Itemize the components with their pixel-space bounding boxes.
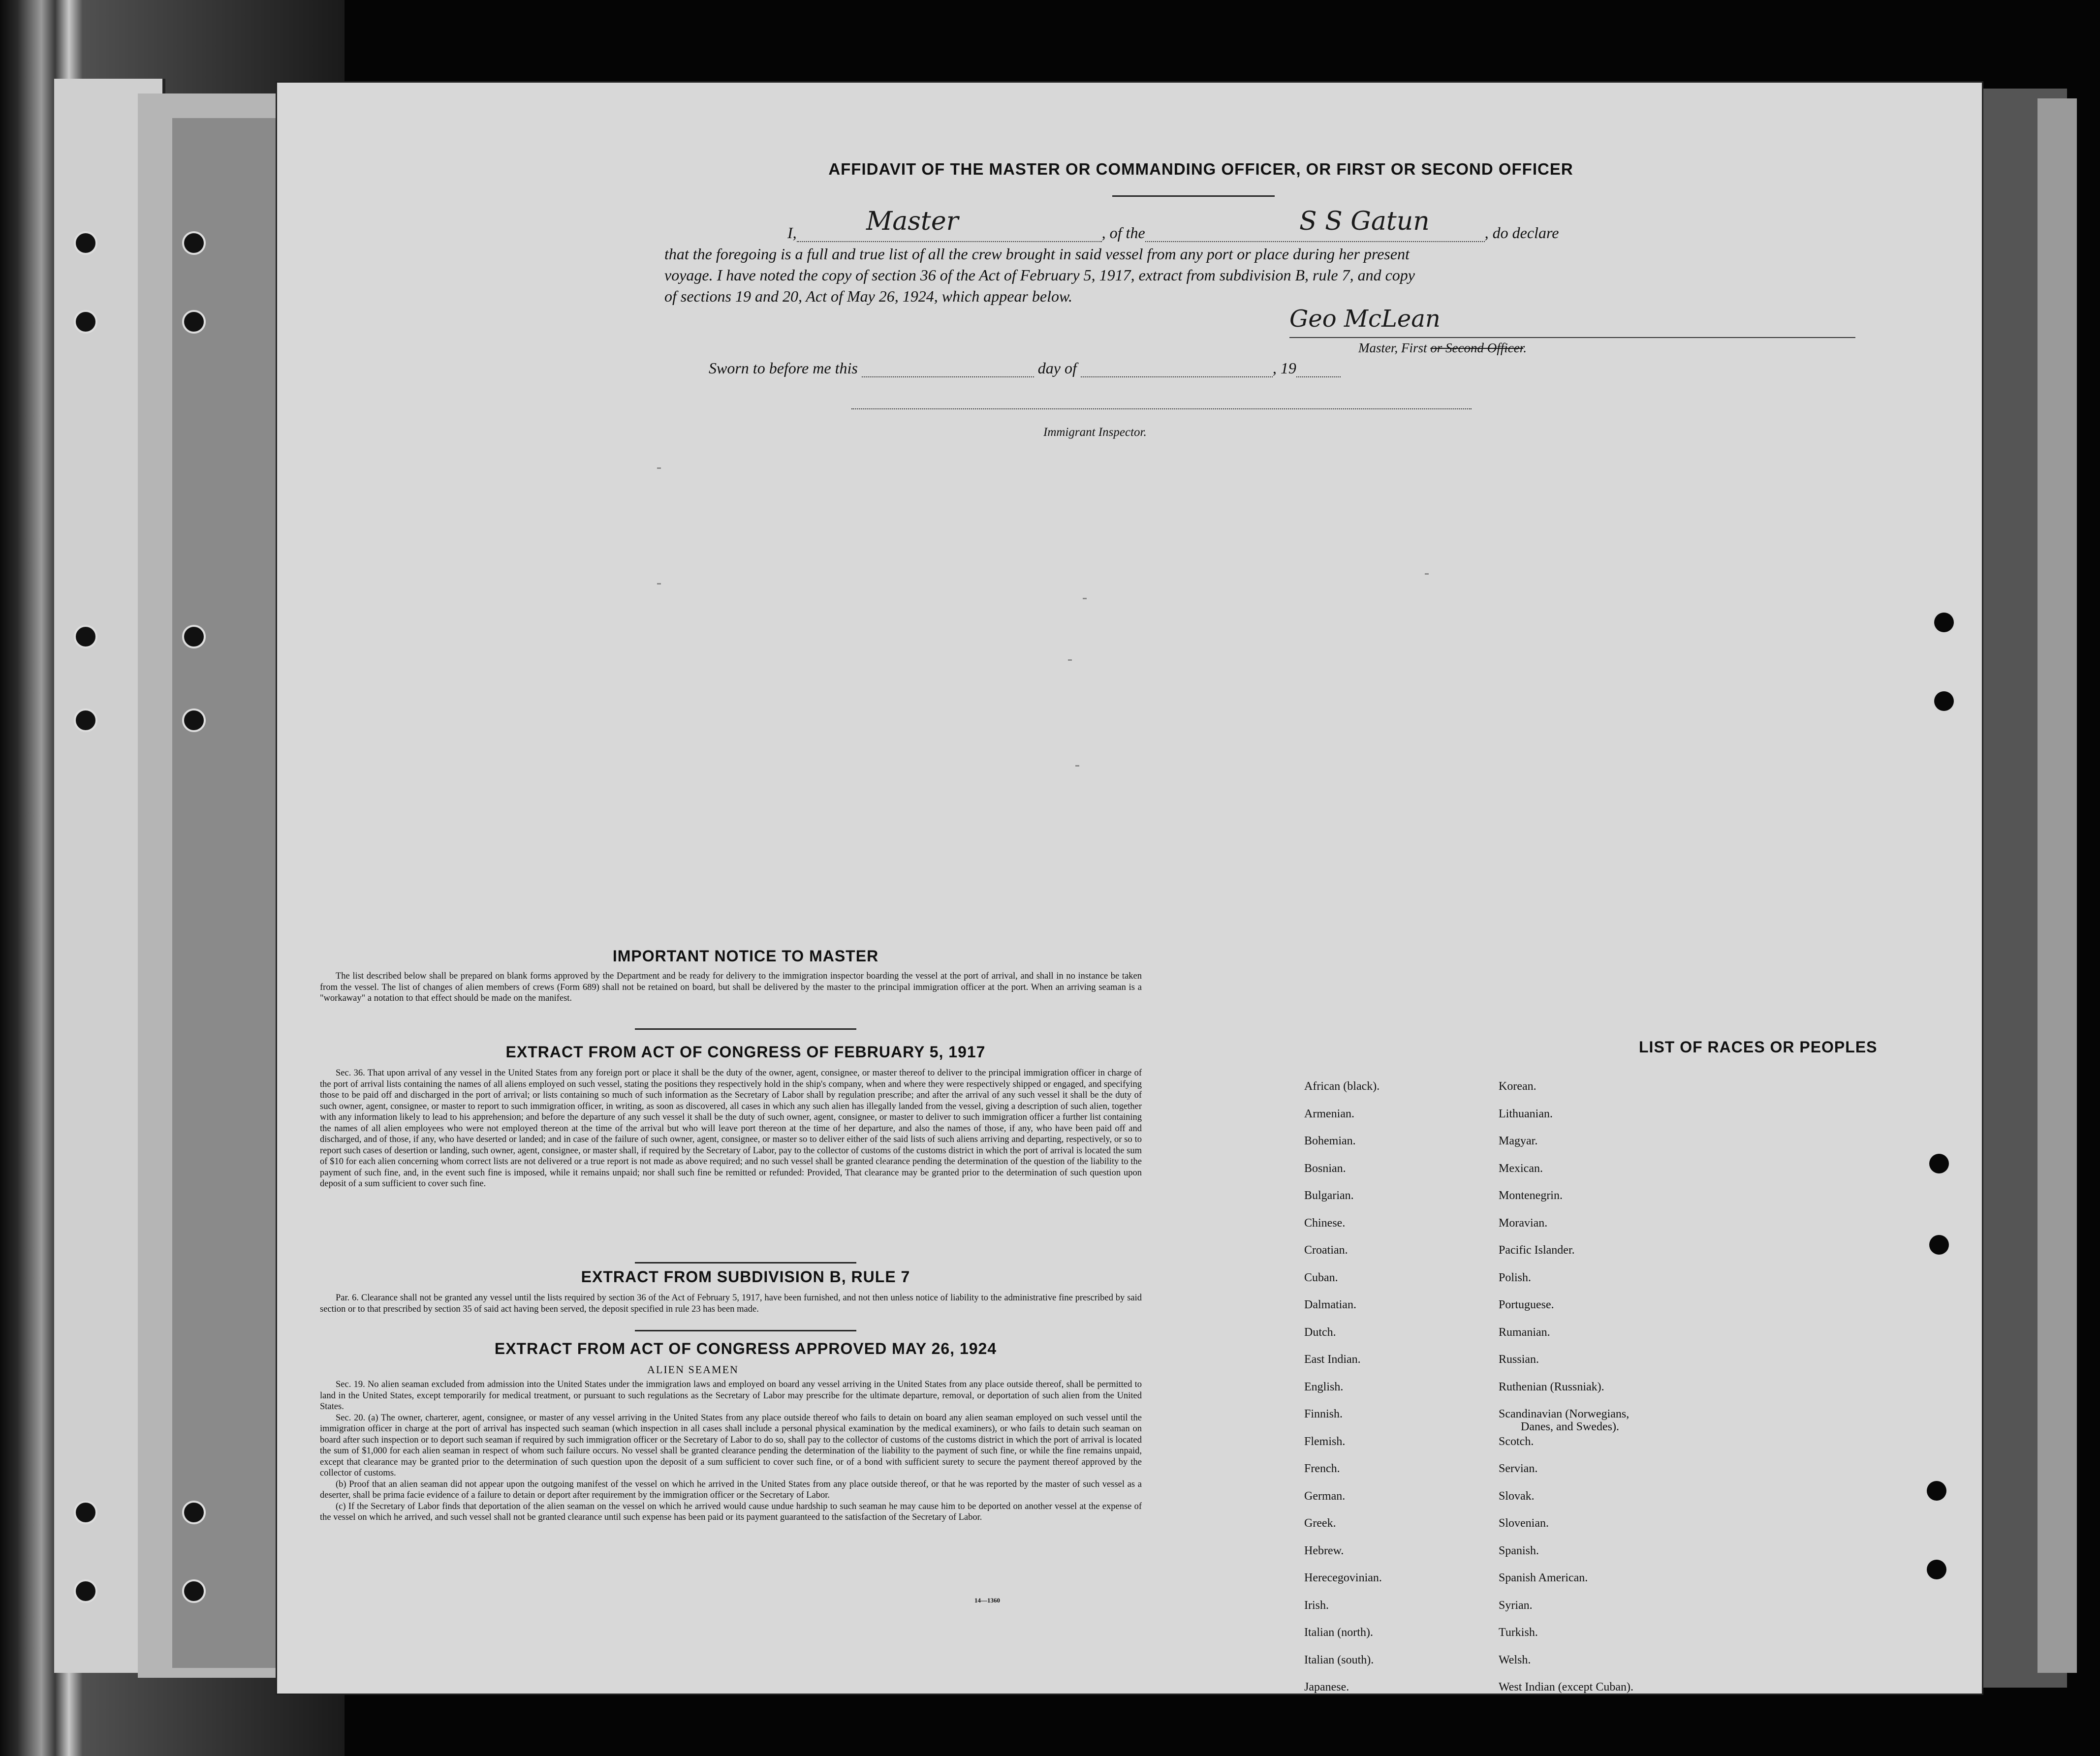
race-item: West Indian (except Cuban).	[1499, 1681, 1633, 1694]
punch-hole	[182, 1501, 206, 1524]
punch-hole	[182, 709, 206, 732]
extract-1924-title: EXTRACT FROM ACT OF CONGRESS APPROVED MAY 26, 1924	[494, 1340, 997, 1357]
sec-20c: (c) If the Secretary of Labor finds that deportation of the alien seaman on the vessel on which he arrived would cause undue hardship to such seaman he may cause him to be deported on another vessel at the expense of the vessel on which he arrived, and such vessel shall not be granted clearance until such expense has been paid or its payment guaranteed to the satisfaction of the Secretary of Labor.	[320, 1501, 1142, 1522]
race-item: Turkish.	[1499, 1626, 1538, 1639]
notice-title: IMPORTANT NOTICE TO MASTER	[612, 947, 879, 965]
form-number: 14—1360	[974, 1597, 1000, 1604]
race-item: Lithuanian.	[1499, 1107, 1553, 1120]
punch-hole	[1927, 1560, 1946, 1579]
punch-hole	[182, 625, 206, 648]
punch-hole	[1934, 691, 1954, 711]
race-item: East Indian.	[1304, 1353, 1361, 1366]
extract-1917-title: EXTRACT FROM ACT OF CONGRESS OF FEBRUARY 5, 1917	[505, 1043, 986, 1061]
race-item: Bosnian.	[1304, 1162, 1346, 1175]
race-item: Herecegovinian.	[1304, 1571, 1382, 1584]
affidavit-line-3: voyage. I have noted the copy of section 36 of the Act of February 5, 1917, extract from subdivision B, rule 7, and copy	[664, 266, 1415, 284]
punch-hole	[182, 1579, 206, 1603]
punch-hole	[74, 709, 97, 732]
race-item: French.	[1304, 1462, 1340, 1475]
race-item: Servian.	[1499, 1462, 1538, 1475]
handwritten-rank: Master	[866, 207, 959, 236]
sec-20a: Sec. 20. (a) The owner, charterer, agent, consignee, or master of any vessel arriving in the United States from any place outside thereof who fails to detain on board any alien seaman employed on such vessel until the immigration officer in charge at the port of arrival has inspected such seaman (which inspection in all cases shall include a personal physical examination by the medical examiners), or who fails to detain such seaman on board after such inspection or to deport such seaman if required by such immigration officer or the Secretary of Labor to do so, shall pay to the collector of customs of the customs district in which the port of arrival is located the sum of $1,000 for each alien seaman in respect of whom such failure occurs. No vessel shall be granted clearance pending the determination of the liability to the payment of such fine, or while the fine remains unpaid, except that clearance may be granted prior to the determination of such question upon the deposit of a sum sufficient to cover such fine, or of a bond with sufficient surety to secure the payment thereof approved by the collector of customs.	[320, 1413, 1142, 1478]
race-item-continuation: Danes, and Swedes).	[1521, 1420, 1619, 1433]
sworn-line: Sworn to before me this day of , 19	[709, 359, 1954, 377]
race-item: English.	[1304, 1380, 1344, 1393]
section-rule	[635, 1262, 856, 1263]
race-item: Dutch.	[1304, 1325, 1336, 1339]
rule7-text: Par. 6. Clearance shall not be granted any vessel until the lists required by section 36 of the Act of February 5, 1917, have been furnished, and not then unless notice of liability to the administrative fine prescribed by said section or to that prescribed by section 35 of said act having been served, the deposit specified in rule 23 has been made.	[320, 1293, 1142, 1314]
race-item: Slovak.	[1499, 1489, 1535, 1503]
inspector-caption: Immigrant Inspector.	[1043, 426, 1147, 439]
affidavit-declare: , do declare	[1484, 224, 1559, 242]
rank-blank	[797, 241, 1102, 242]
race-item: Mexican.	[1499, 1162, 1543, 1175]
race-item: Magyar.	[1499, 1135, 1538, 1147]
extract-1924-text	[320, 1379, 1142, 1664]
affidavit-i: I,	[787, 224, 797, 242]
affidavit-line-1	[664, 224, 1910, 242]
alien-seamen-subtitle: ALIEN SEAMEN	[647, 1363, 739, 1376]
punch-hole	[1934, 613, 1954, 632]
page-right-edge	[2037, 98, 2077, 1673]
punch-hole	[1929, 1154, 1949, 1173]
race-item: Dalmatian.	[1304, 1298, 1356, 1311]
extract-1917-text: Sec. 36. That upon arrival of any vessel in the United States from any foreign port or place it shall be the duty of the owner, agent, consignee, or master thereof to deliver to the principal immigration officer in charge of the port of arrival lists containing the names of all aliens employed on such vessel, stating the positions they respectively hold in the ship's company, when and where they were respectively shipped or engaged, and specifying those to be paid off and discharged in the port of arrival; or lists containing so much of such information as the Secretary of Labor shall by regulation prescribe; and after the arrival of any such vessel it shall be the duty of such owner, agent, consignee, or master to report to such immigration officer, in writing, as soon as discovered, all cases in which any such alien has illegally landed from the vessel, giving a description of such alien, together with any information likely to lead to his apprehension; and before the departure of any such vessel it shall be the duty of such owner, agent, consignee, or master to deliver to such immigration officer a further list containing the names of all alien employees who were not employed thereon at the time of the arrival but who will leave port thereon at the time of her departure, and also the names of those, if any, who have been paid off and discharged, and of those, if any, who have deserted or landed; and in case of the failure of such owner, agent, consignee, or master so to deliver either of the said lists of such aliens arriving and departing, respectively, or so to report such cases of desertion or landing, such owner, agent, consignee, or master shall, if required by the Secretary of Labor, pay to the collector of customs of the customs district in which the port of arrival is located the sum of $10 for each alien concerning whom correct lists are not delivered or a true report is not made as above required; and no such vessel shall be granted clearance pending the determination of the question of the liability to the payment of such fine, and, in the event such fine is imposed, while it remains unpaid; nor shall such fine be remitted or refunded: Provided, That clearance may be granted prior to the determination of such question upon deposit of a sum sufficient to cover such fine.	[320, 1068, 1142, 1189]
race-item: Montenegrin.	[1499, 1189, 1563, 1202]
punch-hole	[74, 310, 97, 334]
race-item: Spanish American.	[1499, 1571, 1588, 1584]
sec-20b: (b) Proof that an alien seaman did not appear upon the outgoing manifest of the vessel on which he arrived in the United States from any place outside thereof, or that he was reported by the master of such vessel as a deserter, shall be prima facie evidence of a failure to detain or deport after requirement by the immigration officer or the Secretary of Labor.	[320, 1479, 1142, 1500]
race-item: Moravian.	[1499, 1216, 1548, 1230]
race-item: German.	[1304, 1489, 1346, 1503]
race-item: Greek.	[1304, 1517, 1336, 1530]
race-item: Ruthenian (Russniak).	[1499, 1380, 1604, 1393]
crew-list-page	[276, 81, 1983, 1695]
race-item: Japanese.	[1304, 1681, 1349, 1694]
race-item: Cuban.	[1304, 1271, 1338, 1284]
punch-hole	[1929, 1235, 1949, 1255]
race-item: Slovenian.	[1499, 1517, 1549, 1530]
race-item: Chinese.	[1304, 1216, 1346, 1230]
race-item: Italian (north).	[1304, 1626, 1373, 1639]
race-item: Syrian.	[1499, 1599, 1533, 1612]
race-item: Irish.	[1304, 1599, 1329, 1612]
notice-text: The list described below shall be prepared on blank forms approved by the Department and be ready for delivery to the immigration inspector boarding the vessel at the port of arrival, and shall in no instance be taken from the vessel. The list of changes of alien members of crews (Form 689) shall not be retained on board, but shall be delivered by the master to the principal immigration officer at the port. When an arriving seaman is a "workaway" a notation to that effect should be made on the manifest.	[320, 971, 1142, 1003]
sec-19: Sec. 19. No alien seaman excluded from admission into the United States under the immigration laws and employed on board any vessel arriving in the United States from any place outside thereof, shall be permitted to land in the United States, except temporarily for medical treatment, or pursuant to such regulations as the Secretary of Labor may prescribe for the ultimate departure, removal, or deportation of such alien from the United States.	[320, 1380, 1142, 1412]
race-item: Russian.	[1499, 1353, 1539, 1366]
punch-hole	[74, 1579, 97, 1603]
race-item: Flemish.	[1304, 1435, 1346, 1448]
punch-hole	[182, 231, 206, 255]
race-item: Pacific Islander.	[1499, 1244, 1575, 1257]
race-item: Scandinavian (Norwegians,	[1499, 1408, 1630, 1420]
race-item: Finnish.	[1304, 1408, 1343, 1420]
signature-line	[1289, 337, 1855, 338]
race-item: Welsh.	[1499, 1653, 1531, 1666]
inspector-signature-line	[851, 408, 1472, 409]
race-item: Armenian.	[1304, 1107, 1354, 1120]
section-rule	[635, 1028, 856, 1030]
races-title: LIST OF RACES OR PEOPLES	[1639, 1038, 1878, 1056]
race-item: Polish.	[1499, 1271, 1532, 1284]
race-item: Bohemian.	[1304, 1135, 1356, 1147]
title-rule	[1112, 195, 1275, 197]
race-item: Spanish.	[1499, 1544, 1539, 1557]
race-item: Korean.	[1499, 1080, 1536, 1093]
race-item: Croatian.	[1304, 1244, 1348, 1257]
punch-hole	[74, 1501, 97, 1524]
punch-hole	[1927, 1481, 1946, 1501]
race-item: African (black).	[1304, 1080, 1380, 1093]
affidavit-title: AFFIDAVIT OF THE MASTER OR COMMANDING OFFICER, OR FIRST OR SECOND OFFICER	[828, 160, 1573, 178]
affidavit-line-2: that the foregoing is a full and true list of all the crew brought in said vessel from any port or place during her present	[664, 245, 1410, 263]
punch-hole	[182, 310, 206, 334]
punch-hole	[74, 231, 97, 255]
punch-hole	[74, 625, 97, 648]
race-item: Hebrew.	[1304, 1544, 1344, 1557]
rule7-title: EXTRACT FROM SUBDIVISION B, RULE 7	[581, 1268, 910, 1286]
race-item: Rumanian.	[1499, 1325, 1550, 1339]
race-item: Portuguese.	[1499, 1298, 1554, 1311]
vessel-blank	[1145, 241, 1485, 242]
handwritten-vessel-name: S S Gatun	[1299, 207, 1430, 236]
signature-caption: Master, First or Second Officer.	[1358, 340, 1527, 355]
affidavit-line-4: of sections 19 and 20, Act of May 26, 1924, which appear below.	[664, 287, 1072, 305]
affidavit-of-the: , of the	[1101, 224, 1145, 242]
section-rule	[635, 1330, 856, 1331]
race-item: Italian (south).	[1304, 1653, 1374, 1666]
handwritten-signature: Geo McLean	[1289, 305, 1441, 333]
race-item: Bulgarian.	[1304, 1189, 1354, 1202]
race-item: Scotch.	[1499, 1435, 1534, 1448]
